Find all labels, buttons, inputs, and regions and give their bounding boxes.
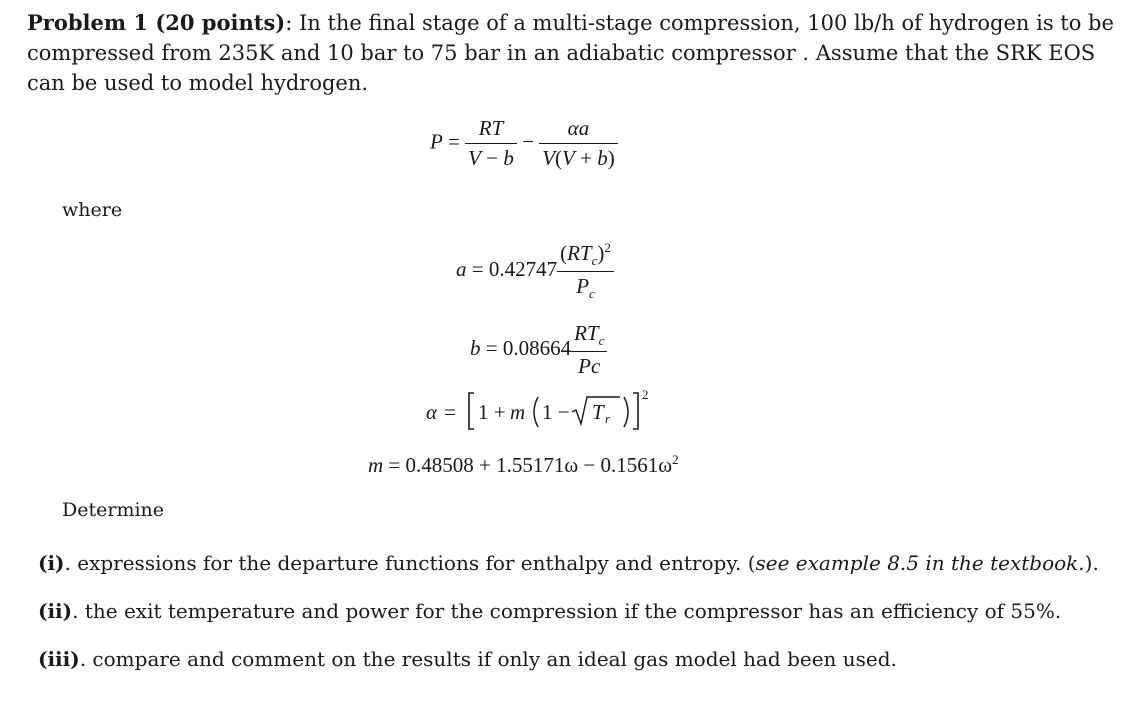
task-list: [38, 548, 1128, 692]
svg-text:α: α: [426, 400, 438, 424]
svg-text:r: r: [605, 411, 611, 426]
task-item-2: (ii). the exit temperature and power for the compression if the compressor has an efficiency of 55%.: [38, 599, 1062, 623]
m-equation: $m = 0.48508 + 1.55171\omega - 0.1561\omega^2$: [368, 452, 679, 477]
a-coefficient: 0.42747: [488, 257, 558, 281]
svg-text:1 +: 1 +: [478, 400, 506, 424]
m-rhs: 0.48508 + 1.55171ω − 0.1561ω: [405, 453, 673, 477]
where-label: where: [62, 199, 123, 221]
svg-text:2: 2: [642, 387, 649, 402]
a-equation: a = 0.42747 $\frac{(RT_c)^2}{P_c}$: [456, 240, 614, 302]
b-coefficient: 0.08664: [502, 335, 572, 360]
determine-label: Determine: [62, 499, 165, 521]
alpha-formula-graphic: [426, 385, 696, 437]
svg-text:m: m: [510, 400, 526, 424]
task-item-3: (iii). compare and comment on the results if only an ideal gas model had been used.: [38, 647, 897, 671]
svg-text:1 −: 1 −: [542, 400, 570, 424]
svg-text:=: =: [444, 400, 456, 424]
problem-text: : In the final stage of a multi-stage compression, 100 lb/h of hydrogen is to be compressed from 235K and 10 bar to 75 bar in an adiabatic compressor . Assume that the SRK EOS can be used to model hydrogen.: [27, 11, 1114, 95]
task-item-1: (i). expressions for the departure functions for enthalpy and entropy. (see example 8.5 in the textbook.).: [38, 551, 1099, 575]
pressure-equation: P = $\frac{RT}{V - b}$ − $\frac{\alpha a}{V(V + b)}$: [430, 116, 618, 171]
svg-text:T: T: [592, 400, 604, 424]
problem-statement: [27, 8, 1117, 98]
problem-heading: Problem 1 (20 points): [27, 10, 286, 35]
alpha-equation: [426, 385, 696, 435]
b-equation: b = 0.08664 $\frac{RT_c}{Pc}$: [470, 321, 607, 379]
